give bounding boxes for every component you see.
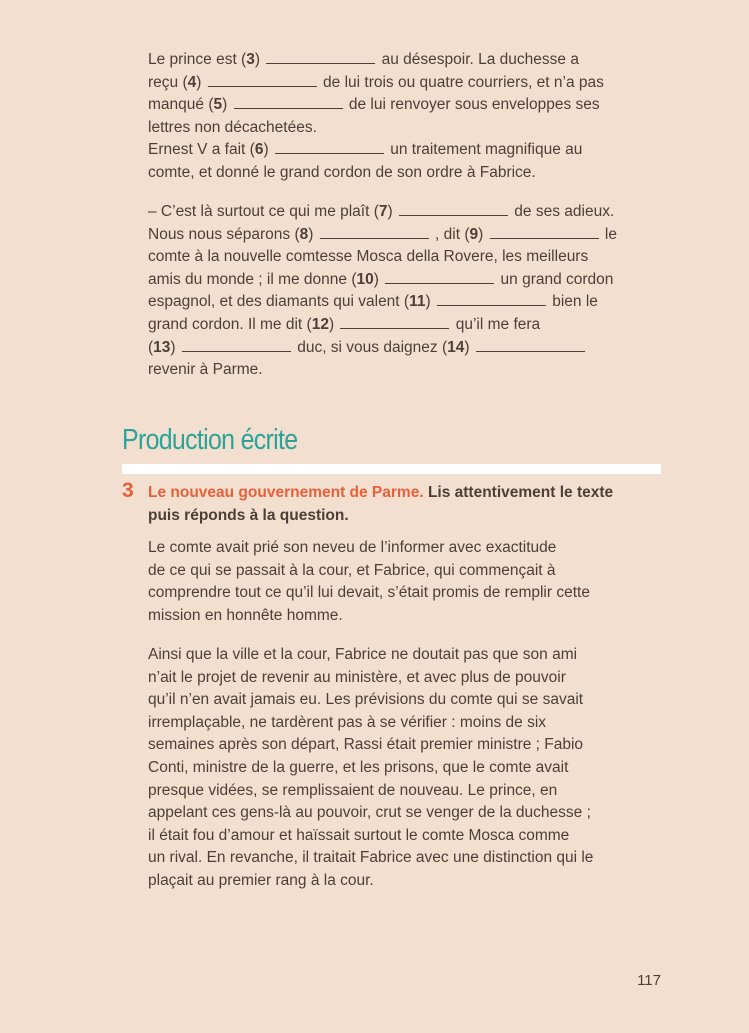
fill-in-block-1: [148, 49, 663, 185]
instruction-text: Lis attentivement le texte: [423, 484, 614, 501]
blank-number: 14: [447, 338, 465, 356]
text-line: comte, et donné le grand cordon de son ordre à Fabrice.: [148, 163, 536, 181]
paragraph-line: Ainsi que la ville et la cour, Fabrice ne doutait pas que son ami: [148, 646, 578, 663]
blank-number: 12: [311, 315, 329, 333]
text-fragment: le: [600, 225, 617, 243]
paragraph-line: mission en honnête homme.: [148, 606, 343, 624]
text-fragment: grand cordon. Il me dit (: [148, 315, 312, 333]
section-heading: Production écrite: [122, 424, 298, 456]
blank-number: 3: [246, 51, 255, 68]
text-fragment: ): [478, 225, 488, 243]
text-line: [148, 72, 663, 95]
text-fragment: bien le: [547, 293, 598, 311]
reading-paragraph-1: [148, 537, 663, 627]
text-line: comte à la nouvelle comtesse Mosca della Rovere, les meilleurs: [148, 248, 589, 266]
blank-number: 6: [254, 141, 264, 159]
fill-in-blank[interactable]: [320, 224, 429, 239]
text-fragment: ): [263, 141, 273, 159]
paragraph-line: Le comte avait prié son neveu de l’informer avec exactitude: [148, 539, 557, 556]
text-fragment: espagnol, et des diamants qui valent (: [148, 293, 410, 311]
blank-number: 5: [213, 96, 223, 114]
fill-in-blank[interactable]: [437, 291, 546, 306]
heading-underline-bar: [122, 464, 661, 474]
text-fragment: Ernest V a fait (: [148, 141, 255, 159]
blank-number: 9: [469, 225, 479, 243]
text-line: [148, 94, 663, 117]
text-fragment: de lui trois ou quatre courriers, et n’a pas: [318, 73, 604, 91]
text-fragment: ): [373, 270, 384, 288]
blank-number: 7: [378, 203, 388, 220]
fill-in-blank[interactable]: [385, 269, 494, 284]
blank-number: 4: [187, 73, 197, 91]
text-fragment: ): [254, 51, 265, 68]
fill-in-blank[interactable]: [340, 314, 449, 329]
paragraph-line: comprendre tout ce qu’il lui devait, s’était promis de remplir cette: [148, 584, 590, 602]
text-fragment: ): [387, 203, 397, 220]
text-line: revenir à Parme.: [148, 361, 263, 379]
text-fragment: reçu (: [148, 73, 188, 91]
text-fragment: ): [308, 225, 318, 243]
paragraph-line: Conti, ministre de la guerre, et les prisons, que le comte avait: [148, 758, 569, 776]
text-line: lettres non décachetées.: [148, 118, 317, 136]
text-fragment: ): [425, 293, 435, 311]
text-fragment: , dit (: [430, 225, 470, 243]
paragraph-line: n’ait le projet de revenir au ministère, et avec plus de pouvoir: [148, 668, 566, 686]
text-fragment: au désespoir. La duchesse a: [377, 51, 579, 68]
paragraph-line: plaçait au premier rang à la cour.: [148, 871, 374, 889]
text-fragment: Le prince est (: [148, 51, 247, 68]
exercise-number: 3: [122, 479, 134, 502]
paragraph-line: irremplaçable, ne tardèrent pas à se vérifier : moins de six: [148, 713, 547, 731]
paragraph-line: de ce qui se passait à la cour, et Fabrice, qui commençait à: [148, 561, 556, 579]
text-line: [148, 337, 663, 360]
text-line: [148, 269, 663, 292]
text-line: [148, 49, 663, 72]
text-fragment: qu’il me fera: [451, 315, 541, 333]
text-fragment: Nous nous séparons (: [148, 225, 300, 243]
text-line: [148, 201, 663, 224]
paragraph-line: il était fou d’amour et haïssait surtout le comte Mosca comme: [148, 826, 570, 844]
blank-number: 8: [299, 225, 309, 243]
text-line: [148, 224, 663, 247]
page-number: 117: [637, 972, 661, 989]
instruction-text: puis réponds à la question.: [148, 507, 349, 524]
fill-in-blank[interactable]: [182, 337, 291, 352]
fill-in-blank[interactable]: [490, 224, 599, 239]
fill-in-blank[interactable]: [275, 139, 384, 154]
text-fragment: amis du monde ; il me donne (: [148, 270, 357, 288]
text-fragment: ): [464, 338, 474, 356]
blank-number: 13: [153, 338, 171, 356]
fill-in-blank[interactable]: [208, 72, 317, 87]
fill-in-blank[interactable]: [399, 201, 508, 216]
instruction-line: [148, 481, 668, 504]
text-fragment: un grand cordon: [496, 270, 614, 288]
text-fragment: de ses adieux.: [509, 203, 615, 220]
text-fragment: ): [222, 96, 232, 114]
text-fragment: ): [328, 315, 339, 333]
text-fragment: de lui renvoyer sous enveloppes ses: [344, 96, 600, 114]
fill-in-block-2: [148, 201, 663, 382]
paragraph-line: qu’il n’en avait jamais eu. Les prévisions du comte qui se savait: [148, 691, 584, 709]
paragraph-line: semaines après son départ, Rassi était premier ministre ; Fabio: [148, 736, 584, 754]
paragraph-line: un rival. En revanche, il traitait Fabrice avec une distinction qui le: [148, 849, 594, 867]
text-fragment: ): [170, 338, 180, 356]
exercise-instruction: [148, 481, 668, 527]
text-fragment: – C’est là surtout ce qui me plaît (: [148, 203, 379, 220]
paragraph-line: appelant ces gens-là au pouvoir, crut se venger de la duchesse ;: [148, 804, 591, 822]
text-fragment: un traitement magnifique au: [385, 141, 583, 159]
fill-in-blank[interactable]: [476, 337, 585, 352]
fill-in-blank[interactable]: [234, 94, 343, 109]
text-fragment: manqué (: [148, 96, 214, 114]
text-line: [148, 139, 663, 162]
text-line: [148, 291, 663, 314]
text-line: [148, 314, 663, 337]
text-fragment: ): [196, 73, 206, 91]
blank-number: 11: [409, 293, 426, 311]
fill-in-blank[interactable]: [266, 49, 375, 64]
blank-number: 10: [356, 270, 374, 288]
paragraph-line: presque vidées, se remplissaient de nouveau. Le prince, en: [148, 781, 558, 799]
exercise-title: Le nouveau gouvernement de Parme.: [148, 484, 424, 501]
text-fragment: (: [148, 338, 154, 356]
text-fragment: duc, si vous daignez (: [292, 338, 448, 356]
reading-paragraph-2: [148, 644, 663, 893]
